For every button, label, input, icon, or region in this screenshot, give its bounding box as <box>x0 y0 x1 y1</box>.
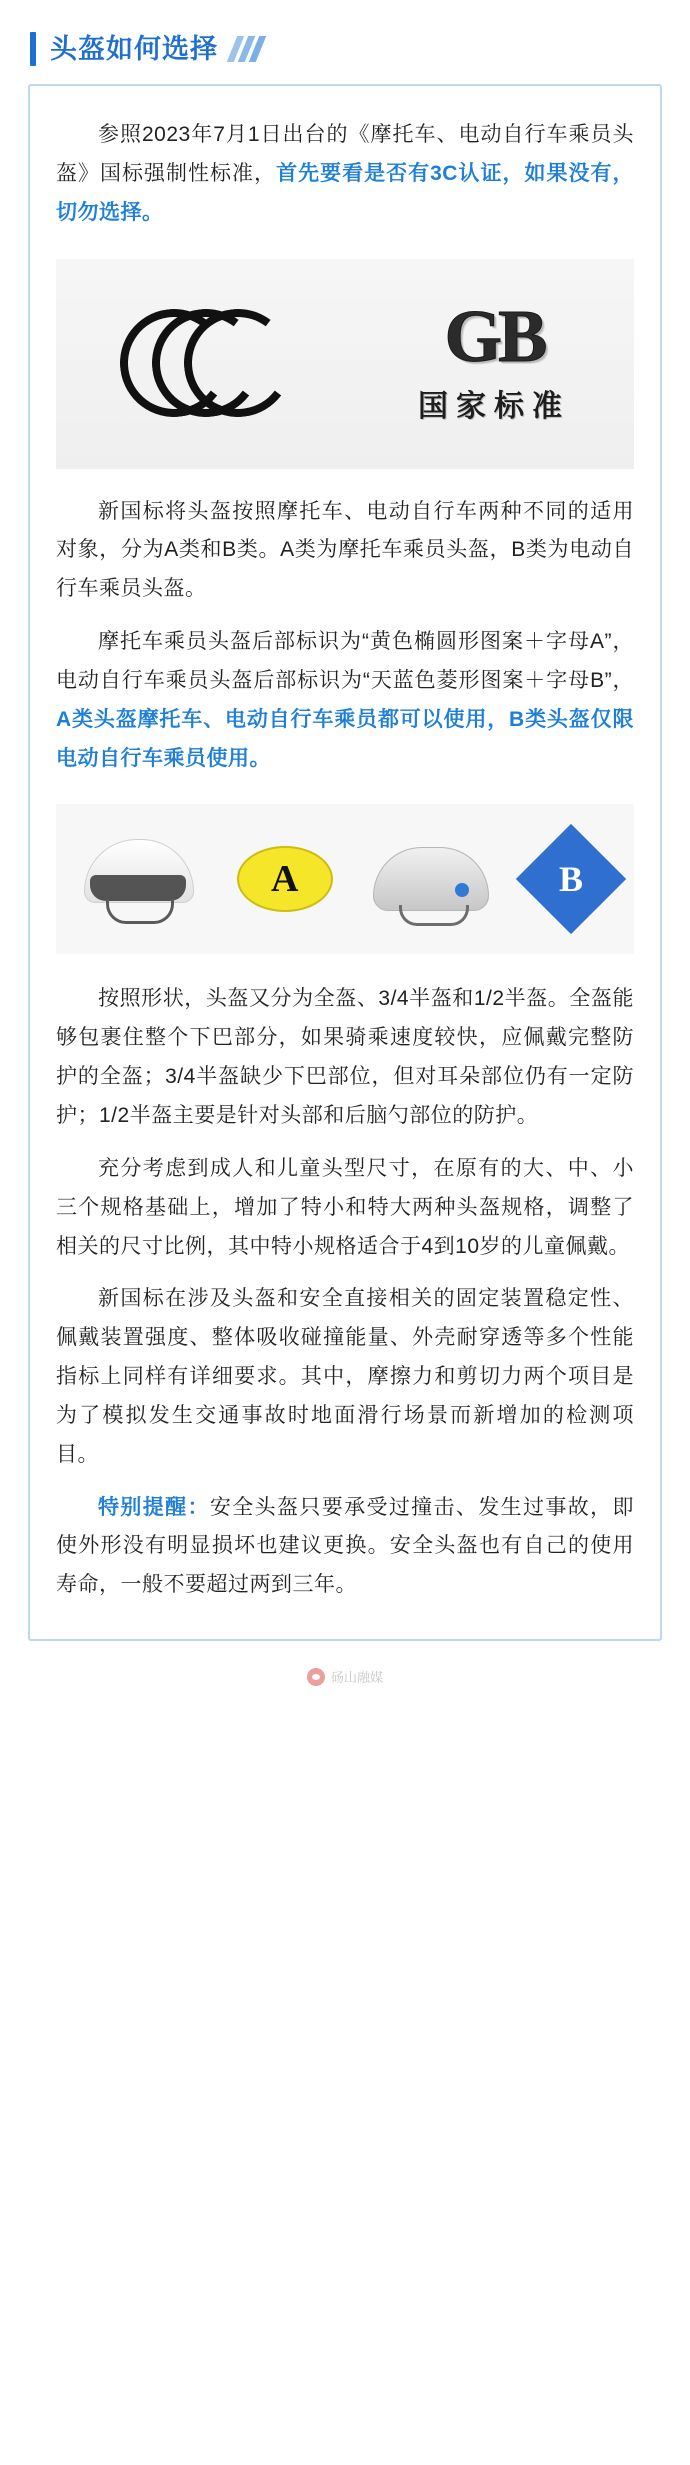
paragraph-6 <box>56 1280 634 1474</box>
paragraph-4-text: 按照形状，头盔又分为全盔、3/4半盔和1/2半盔。全盔能够包裹住整个下巴部分，如果骑乘速度较快，应佩戴完整防护的全盔；3/4半盔缺少下巴部位，但对耳朵部位仍有一定防护；1/2半盔主要是针对头部和后脑勺部位的防护。 <box>56 987 634 1127</box>
paragraph-1-highlight: 首先要看是否有3C认证，如果没有，切勿选择。 <box>56 161 634 224</box>
ccc-mark-icon <box>120 309 290 419</box>
header-accent-bar <box>30 32 36 66</box>
paragraph-3-text: 摩托车乘员头盔后部标识为“黄色椭圆形图案＋字母A”，电动自行车乘员头盔后部标识为“天蓝色菱形图案＋字母B”， <box>56 630 634 692</box>
paragraph-1-text: 参照2023年7月1日出台的《摩托车、电动自行车乘员头盔》国标强制性标准， <box>56 123 634 185</box>
paragraph-7-text: 安全头盔只要承受过撞击、发生过事故，即使外形没有明显损坏也建议更换。安全头盔也有自己的使用寿命，一般不要超过两到三年。 <box>56 1495 635 1597</box>
paragraph-3 <box>56 623 634 778</box>
paragraph-5 <box>56 1150 634 1267</box>
paragraph-4 <box>56 980 634 1135</box>
slash-decor-icon <box>232 36 265 62</box>
ebike-helmet-icon <box>369 831 495 927</box>
paragraph-7 <box>56 1489 634 1606</box>
paragraph-6-text: 新国标在涉及头盔和安全直接相关的固定装置稳定性、佩戴装置强度、整体吸收碰撞能量、外壳耐穿透等多个性能指标上同样有详细要求。其中，摩擦力和剪切力两个项目是为了模拟发生交通事故时地面滑行场景而新增加的检测项目。 <box>56 1287 634 1466</box>
paragraph-1 <box>56 116 634 233</box>
watermark-text: 砀山融媒 <box>330 1670 383 1686</box>
badge-b-diamond-icon <box>516 824 626 934</box>
paragraph-2-text: 新国标将头盔按照摩托车、电动自行车两种不同的适用对象，分为A类和B类。A类为摩托车乘员头盔，B类为电动自行车乘员头盔。 <box>56 499 634 601</box>
badge-a-label: A <box>237 846 333 912</box>
gb-letters: GB <box>444 296 544 379</box>
paragraph-5-text: 充分考虑到成人和儿童头型尺寸，在原有的大、中、小三个规格基础上，增加了特小和特大两种头盔规格，调整了相关的尺寸比例，其中特小规格适合于4到10岁的儿童佩戴。 <box>56 1156 634 1258</box>
weibo-icon <box>307 1668 325 1686</box>
section-header <box>30 32 662 66</box>
motorcycle-helmet-icon <box>80 831 200 927</box>
certification-marks-figure <box>56 259 634 469</box>
article-card <box>28 84 662 1641</box>
paragraph-3-highlight: A类头盔摩托车、电动自行车乘员都可以使用，B类头盔仅限电动自行车乘员使用。 <box>56 707 634 770</box>
page-title: 头盔如何选择 <box>50 33 218 64</box>
paragraph-2 <box>56 493 634 610</box>
footer-watermark <box>28 1667 662 1686</box>
gb-mark-icon <box>418 296 570 424</box>
helmet-types-figure <box>56 804 634 954</box>
badge-b-label: B <box>558 859 583 900</box>
special-notice-label: 特别提醒： <box>98 1495 210 1519</box>
gb-caption: 国家标准 <box>418 389 570 423</box>
